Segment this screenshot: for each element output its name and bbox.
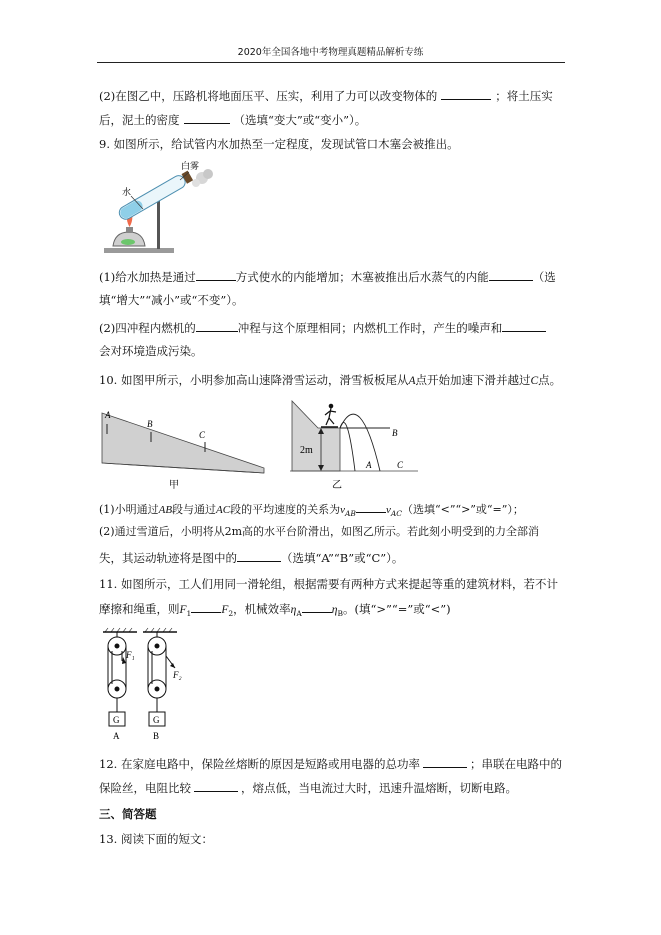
- q11-text: 摩擦和绳重，则: [99, 602, 180, 616]
- lamp-neck: [126, 227, 133, 233]
- q11-text: ，机械效率: [233, 602, 291, 616]
- q9-blank-2[interactable]: [489, 269, 533, 281]
- label-a: A: [105, 410, 111, 420]
- q10-p2-line2: [99, 550, 403, 565]
- path-a: [340, 422, 355, 471]
- q10-text: 10. 如图甲所示，小明参加高山速降滑雪运动，滑雪板板尾从: [99, 373, 409, 387]
- efficiency-sub-a: A: [296, 609, 302, 618]
- q9-p2-line1: [99, 320, 546, 335]
- weight-label-a: G: [113, 715, 120, 725]
- force-sub-2: 2: [228, 609, 234, 618]
- q12-line1: [99, 756, 562, 771]
- force-sub-1: 1: [186, 609, 192, 618]
- q9-blank-4[interactable]: [502, 320, 546, 332]
- q8-blank-1[interactable]: [441, 88, 491, 100]
- q10-text: 点。: [538, 373, 562, 387]
- q9-text: (2)四冲程内燃机的: [99, 321, 196, 335]
- efficiency-symbol: η: [290, 604, 297, 616]
- caption-b: B: [153, 731, 160, 741]
- slope: [102, 413, 264, 473]
- water-label: 水: [122, 187, 132, 197]
- q10-text: (1)小明通过: [99, 503, 159, 516]
- point-a: A: [408, 375, 416, 387]
- velocity-sub-ab: AB: [345, 509, 356, 518]
- point-c: C: [530, 375, 539, 387]
- q10-text: 点开始加速下滑并越过: [415, 373, 531, 387]
- caption-a: A: [113, 731, 120, 741]
- mist-label: 白雾: [181, 161, 200, 171]
- q12-text: 12. 在家庭电路中，保险丝熔断的原因是短路或用电器的总功率: [99, 757, 420, 771]
- q9-blank-1[interactable]: [196, 269, 236, 281]
- label-c2: C: [397, 460, 404, 470]
- segment-ab: AB: [158, 504, 173, 516]
- q11-blank-1[interactable]: [191, 601, 221, 613]
- label-a2: A: [366, 460, 372, 470]
- height-label: 2m: [300, 445, 313, 456]
- page-header: 2020年全国各地中考物理真题精品解析专练: [237, 47, 424, 58]
- q9-stem: 9. 如图所示，给试管内水加热至一定程度，发现试管口木塞会被推出。: [99, 137, 459, 151]
- force-arrow-b: [170, 663, 175, 668]
- q10-p1: [99, 501, 524, 521]
- q8-text: 后，泥土的密度: [99, 113, 180, 127]
- q12-text: ；串联在电路中的: [469, 757, 562, 771]
- q10-stem: [99, 373, 561, 388]
- force-label-f2: F₂: [173, 670, 182, 680]
- q11-line1: 11. 如图所示，工人们用同一滑轮组，根据需要有两种方式来提起等重的建筑材料，若不计: [99, 577, 558, 591]
- force-symbol: F: [179, 604, 187, 616]
- force-symbol: F: [221, 604, 229, 616]
- section-title: 三、简答题: [99, 807, 157, 821]
- velocity-sub-ac: AC: [390, 509, 402, 518]
- q12-text: 保险丝，电阻比较: [99, 781, 191, 795]
- q8-blank-2[interactable]: [184, 112, 230, 124]
- q12-blank-2[interactable]: [194, 780, 238, 792]
- q8-line1: [99, 88, 553, 103]
- q9-p1-line2: 填“增大”“减小”或“不变”）。: [99, 293, 244, 307]
- force-label-f1: F₁: [126, 650, 135, 660]
- q12-blank-1[interactable]: [423, 756, 467, 768]
- q10-text: （选填“<”“>”或“=”）；: [401, 503, 524, 516]
- efficiency-symbol: η: [331, 604, 338, 616]
- jump-figure-yi: [290, 396, 430, 492]
- label-b2: B: [392, 428, 398, 438]
- q10-p2-line1: (2)通过雪道后，小明将从2m高的水平台阶滑出，如图乙所示。若此刻小明受到的力全部消: [99, 525, 540, 538]
- q8-line2: [99, 112, 366, 127]
- velocity-symbol: v: [340, 504, 345, 516]
- velocity-symbol: v: [385, 504, 391, 516]
- pulley-system-b: [148, 632, 175, 726]
- q11-blank-2[interactable]: [302, 601, 332, 613]
- q9-p1-line1: [99, 269, 556, 284]
- q9-text: 方式使水的内能增加；木塞被推出后水蒸气的内能: [235, 270, 489, 284]
- pulley-figure: [99, 626, 199, 744]
- stand-base: [104, 248, 174, 253]
- slope-figure-jia: [99, 396, 269, 492]
- q10-text: 段的平均速度的关系为: [230, 503, 341, 516]
- pulley-system-a: [108, 632, 126, 726]
- q8-text: ；将土压实: [495, 89, 553, 103]
- q9-text: 冲程与这个原理相同；内燃机工作时，产生的噪声和: [237, 321, 503, 335]
- skier-icon: [321, 404, 338, 427]
- q10-blank-2[interactable]: [237, 550, 281, 562]
- lamp-fuel: [121, 239, 135, 245]
- q12-text: ，熔点低，当电流过大时，迅速升温熔断，切断电路。: [241, 781, 517, 795]
- q9-text: （选: [532, 270, 556, 284]
- q9-blank-3[interactable]: [196, 320, 238, 332]
- path-c: [340, 414, 380, 471]
- weight-label-b: G: [153, 715, 160, 725]
- q10-text: （选填“A”“B”或“C”）。: [281, 551, 404, 565]
- q10-text: 段与通过: [172, 503, 217, 516]
- q9-p2-line2: 会对环境造成污染。: [99, 344, 203, 358]
- label-c: C: [199, 430, 206, 440]
- q8-text: （选填“变大”或“变小”）。: [233, 113, 367, 127]
- q11-text: 。(填“>”“=”或“<”): [343, 602, 451, 616]
- q9-text: (1)给水加热是通过: [99, 270, 196, 284]
- caption-jia: 甲: [169, 480, 179, 491]
- segment-ac: AC: [216, 504, 231, 516]
- q10-text: 失，其运动轨迹将是图中的: [99, 551, 237, 565]
- q13-stem: 13. 阅读下面的短文：: [99, 832, 213, 846]
- caption-yi: 乙: [332, 480, 342, 491]
- header-rule: [97, 62, 565, 63]
- mist-cloud: [192, 169, 213, 187]
- q10-blank-1[interactable]: [356, 501, 386, 513]
- q8-text: (2)在图乙中，压路机将地面压平、压实，利用了力可以改变物体的: [99, 89, 438, 103]
- q12-line2: [99, 780, 517, 795]
- label-b: B: [147, 419, 153, 429]
- test-tube-figure: [99, 158, 214, 258]
- efficiency-sub-b: B: [337, 609, 343, 618]
- q11-line2: [99, 601, 451, 621]
